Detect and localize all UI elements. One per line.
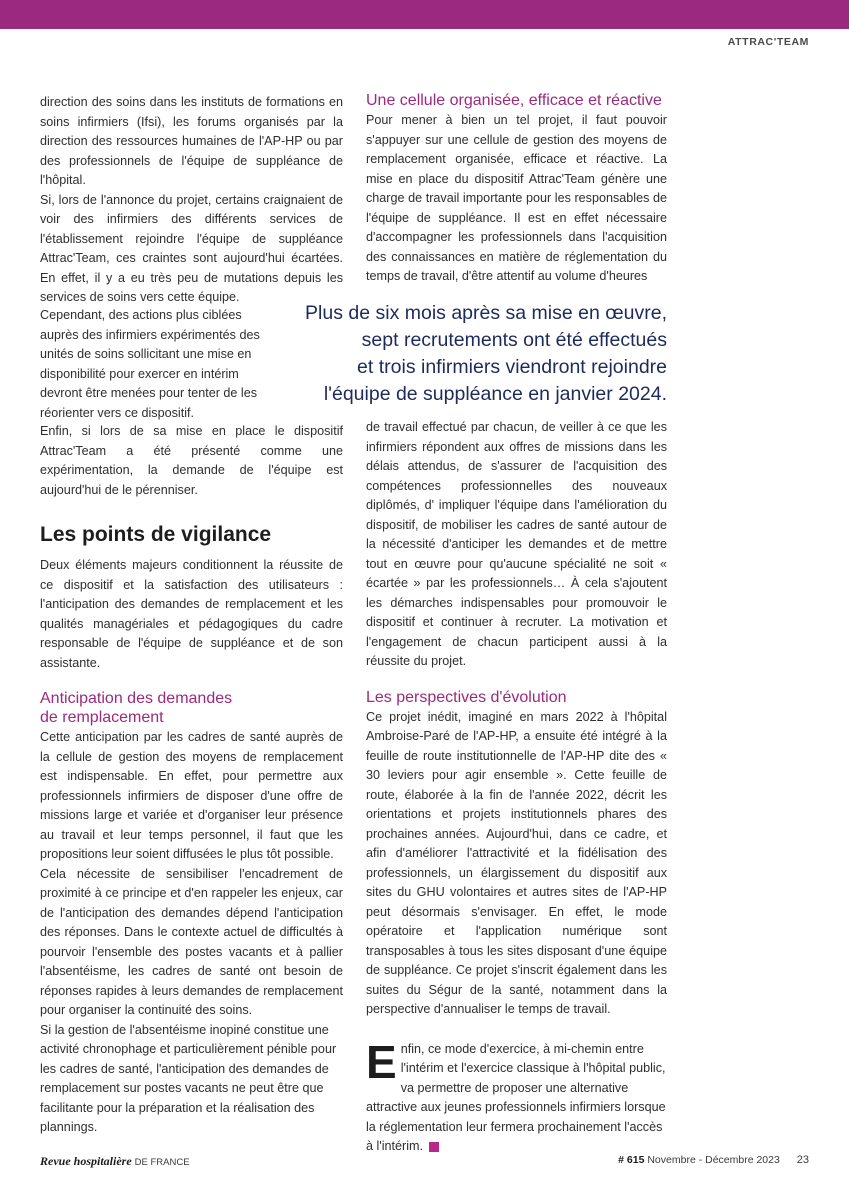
conclusion-paragraph (366, 1035, 667, 1157)
left-column-narrow (40, 306, 260, 423)
drop-cap: E (366, 1035, 397, 1088)
subheading-anticipation (40, 689, 343, 727)
subheading-cellule: Une cellule organisée, efficace et réactive (366, 92, 662, 109)
section-heading-vigilance: Les points de vigilance (40, 523, 272, 546)
issue-number: # 615 (618, 1154, 645, 1166)
paragraph: Si, lors de l'annonce du projet, certains craignaient de voir des infirmiers des différents services de l'établissement rejoindre l'équipe de suppléance Attrac'Team, ces craintes sont aujourd'hui écartées. En effet, il y a eu très peu de mutations depuis les services de soins vers cette équipe. (40, 192, 343, 304)
paragraph: Cela nécessite de sensibiliser l'encadrement de proximité à ce principe et d'en rappeler les enjeux, car de l'anticipation des demandes dépend l'anticipation des réponses. Dans le contexte actuel de difficultés à pourvoir l'ensemble des postes vacants et à pallier l'absentéisme, les cadres de santé ont besoin de réponses rapides à leurs demandes de remplacement pour organiser la continuité des soins. (40, 866, 343, 1017)
subheading-line: de remplacement (40, 709, 164, 726)
paragraph: de travail effectué par chacun, de veiller à ce que les infirmiers répondent aux offres de missions dans les délais attendus, de s'assurer de l'acquisition des compétences professionnelles des nouveaux diplômés, d' impliquer l'équipe dans l'amélioration du dispositif, de mobiliser les cadres de santé autour de la nécessité d'anticiper les demandes et de mettre tout en œuvre pour qu'aucune spécialité ne soit « écartée » par les professionnels… À cela s'ajoutent les démarches indispensables pour promouvoir le dispositif et continuer à recruter. La motivation et l'engagement de chacun participent aussi à la réussite du projet. (366, 420, 667, 668)
paragraph: Cependant, des actions plus ciblées auprès des infirmiers expérimentés des unités de soins sollicitant une mise en disponibilité pour exercer en intérim devront être menées pour tenter de les réorienter vers ce dispositif. (40, 308, 260, 420)
top-color-bar (0, 0, 849, 29)
left-column-mid (40, 422, 343, 500)
paragraph: Si la gestion de l'absentéisme inopiné constitue une activité chronophage et particulièrement pénible pour les cadres de santé, l'anticipation des demandes de remplacement sur postes vacants ne peut être que facilitante pour la préparation et la réalisation des plannings. (40, 1022, 337, 1134)
left-column-top (40, 93, 343, 308)
issue-date: Novembre - Décembre 2023 (647, 1154, 780, 1166)
section-tag: ATTRAC'TEAM (727, 36, 809, 48)
conclusion-text: nfin, ce mode d'exercice, à mi-chemin entre l'intérim et l'exercice classique à l'hôpital public, va permettre de proposer une alternative attractive aux jeunes professionnels infirmiers lorsque la réglementation leur fermera prochainement l'accès à l'intérim. (366, 1041, 666, 1153)
paragraph: direction des soins dans les instituts de formations en soins infirmiers (Ifsi), les forums organisés par la direction des ressources humaines de l'AP-HP ou par des professionnels de l'équipe de suppléance de l'hôpital. (40, 95, 343, 187)
magazine-sub: DE FRANCE (134, 1157, 190, 1168)
footer-issue (618, 1154, 809, 1166)
page-number: 23 (796, 1154, 809, 1166)
paragraph: Cette anticipation par les cadres de santé auprès de la cellule de gestion des moyens de remplacement est indispensable. En effet, pour permettre aux professionnels infirmiers de disposer d'une offre de missions large et variée et d'organiser leur présence au travail et leur temps personnel, il faut que les propositions leur soient diffusées le plus tôt possible. (40, 730, 343, 861)
right-column-mid (366, 418, 667, 1157)
magazine-name: Revue hospitalière (40, 1154, 132, 1168)
paragraph: Deux éléments majeurs conditionnent la réussite de ce dispositif et la satisfaction des utilisateurs : l'anticipation des demandes de remplacement et les qualités managériales et pédagogiques du cadre responsable de l'équipe de suppléance et de son assistante. (40, 558, 343, 670)
magazine-logo (40, 1154, 190, 1169)
pull-quote-line: sept recrutements ont été effectués (361, 329, 667, 351)
subheading-perspectives: Les perspectives d'évolution (366, 688, 567, 706)
pull-quote-line: et trois infirmiers viendront rejoindre (357, 356, 667, 378)
paragraph: Pour mener à bien un tel projet, il faut pouvoir s'appuyer sur une cellule de gestion des moyens de remplacement organisée, efficace et réactive. La mise en place du dispositif Attrac'Team génère une charge de travail importante pour les responsables de l'équipe de suppléance. Il est en effet nécessaire d'accompagner les professionnels dans l'acquisition des connaissances en matière de réglementation du temps de travail, d'être attentif au volume d'heures (366, 113, 667, 283)
paragraph: Enfin, si lors de sa mise en place le dispositif Attrac'Team a été présenté comme une expérimentation, la demande de l'équipe est aujourd'hui de le pérenniser. (40, 424, 343, 497)
pull-quote-line: Plus de six mois après sa mise en œuvre, (305, 302, 667, 324)
subheading-line: Anticipation des demandes (40, 690, 233, 707)
paragraph: Ce projet inédit, imaginé en mars 2022 à l'hôpital Ambroise-Paré de l'AP-HP, a ensuite été intégré à la feuille de route institutionnelle de l'AP-HP dite des « 30 leviers pour agir ensemble ». Cette feuille de route, élaborée à la fin de l'année 2022, décrit les orientations et projets institutionnels phares des prochaines années. Aujourd'hui, dans ce cadre, et afin d'améliorer l'attractivité et la fidélisation des professionnels, un élargissement du dispositif aux sites du GHU volontaires et autres sites de l'AP-HP peut désormais s'envisager. En effet, le mode opératoire et l'application numérique sont transposables à tous les sites disposant d'une équipe de suppléance. Ce projet s'inscrit également dans les suites du Ségur de la santé, notamment dans la perspective d'annualiser le temps de travail. (366, 709, 667, 1016)
right-column-top (366, 91, 667, 287)
vigilance-section (40, 556, 343, 1138)
pull-quote (247, 300, 667, 408)
end-mark-icon (429, 1142, 439, 1152)
pull-quote-line: l'équipe de suppléance en janvier 2024. (323, 383, 667, 405)
